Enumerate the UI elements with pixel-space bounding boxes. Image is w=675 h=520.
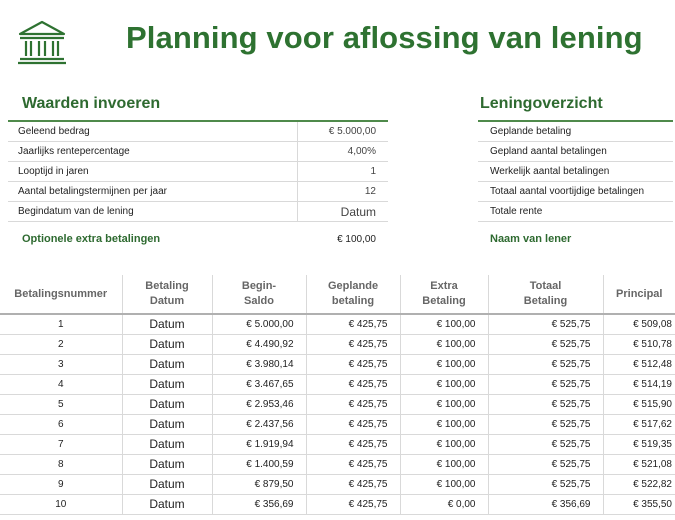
payment-number-cell: 3 (0, 354, 122, 374)
principal-cell: € 521,08 (603, 454, 675, 474)
begin-balance-cell: € 356,69 (212, 494, 306, 514)
table-row (0, 314, 675, 334)
overview-label: Werkelijk aantal betalingen (490, 166, 610, 177)
overview-row-scheduled-payment (478, 122, 673, 142)
extra-payment-cell[interactable]: € 100,00 (400, 374, 488, 394)
total-payment-cell: € 525,75 (488, 314, 603, 334)
input-row-start-date[interactable] (8, 202, 388, 222)
overview-row-total-interest (478, 202, 673, 222)
input-row-payments-per-year[interactable] (8, 182, 388, 202)
lender-name-label: Naam van lener (490, 233, 572, 245)
principal-cell: € 509,08 (603, 314, 675, 334)
total-payment-cell: € 356,69 (488, 494, 603, 514)
table-row (0, 454, 675, 474)
overview-row-early-payments (478, 182, 673, 202)
table-row (0, 394, 675, 414)
extra-payment-cell[interactable]: € 100,00 (400, 354, 488, 374)
term-years-value[interactable]: 1 (370, 166, 376, 177)
overview-row-actual-count (478, 162, 673, 182)
input-label: Aantal betalingstermijnen per jaar (8, 182, 298, 201)
begin-balance-cell: € 2.437,56 (212, 414, 306, 434)
input-row-term-years[interactable] (8, 162, 388, 182)
payment-date-cell[interactable]: Datum (122, 494, 212, 514)
planned-payment-cell: € 425,75 (306, 374, 400, 394)
begin-balance-cell: € 2.953,46 (212, 394, 306, 414)
begin-balance-cell: € 4.490,92 (212, 334, 306, 354)
extra-payment-cell[interactable]: € 0,00 (400, 494, 488, 514)
extra-payment-cell[interactable]: € 100,00 (400, 454, 488, 474)
input-label: Geleend bedrag (8, 122, 298, 141)
input-label: Begindatum van de lening (8, 202, 298, 221)
total-payment-cell: € 525,75 (488, 334, 603, 354)
col-header-begin-balance: Begin- Saldo (212, 275, 306, 314)
payment-number-cell: 8 (0, 454, 122, 474)
table-row (0, 434, 675, 454)
total-payment-cell: € 525,75 (488, 474, 603, 494)
principal-cell: € 517,62 (603, 414, 675, 434)
payment-number-cell: 7 (0, 434, 122, 454)
payment-number-cell: 4 (0, 374, 122, 394)
payment-date-cell[interactable]: Datum (122, 414, 212, 434)
extra-payment-cell[interactable]: € 100,00 (400, 414, 488, 434)
principal-cell: € 512,48 (603, 354, 675, 374)
extra-payment-cell[interactable]: € 100,00 (400, 334, 488, 354)
payment-date-cell[interactable]: Datum (122, 374, 212, 394)
payment-date-cell[interactable]: Datum (122, 314, 212, 334)
col-header-total-payment: Totaal Betaling (488, 275, 603, 314)
table-row (0, 414, 675, 434)
extra-payment-cell[interactable]: € 100,00 (400, 474, 488, 494)
total-payment-cell: € 525,75 (488, 394, 603, 414)
principal-cell: € 519,35 (603, 434, 675, 454)
overview-row-scheduled-count (478, 142, 673, 162)
table-row (0, 354, 675, 374)
total-payment-cell: € 525,75 (488, 374, 603, 394)
planned-payment-cell: € 425,75 (306, 414, 400, 434)
col-header-payment-number: Betalingsnummer (0, 275, 122, 314)
col-header-extra-payment: Extra Betaling (400, 275, 488, 314)
planned-payment-cell: € 425,75 (306, 314, 400, 334)
begin-balance-cell: € 1.919,94 (212, 434, 306, 454)
total-payment-cell: € 525,75 (488, 454, 603, 474)
total-payment-cell: € 525,75 (488, 434, 603, 454)
payments-per-year-value[interactable]: 12 (364, 186, 376, 197)
table-row (0, 374, 675, 394)
inputs-heading: Waarden invoeren (22, 95, 161, 112)
total-payment-cell: € 525,75 (488, 354, 603, 374)
principal-cell: € 355,50 (603, 494, 675, 514)
col-header-principal: Principal (603, 275, 675, 314)
overview-label: Gepland aantal betalingen (490, 146, 607, 157)
start-date-value[interactable]: Datum (340, 204, 376, 219)
begin-balance-cell: € 879,50 (212, 474, 306, 494)
payment-date-cell[interactable]: Datum (122, 394, 212, 414)
payment-date-cell[interactable]: Datum (122, 474, 212, 494)
payment-number-cell: 1 (0, 314, 122, 334)
interest-rate-value[interactable]: 4,00% (347, 146, 376, 157)
overview-label: Geplande betaling (490, 126, 572, 137)
payment-date-cell[interactable]: Datum (122, 334, 212, 354)
planned-payment-cell: € 425,75 (306, 434, 400, 454)
extra-payments-label: Optionele extra betalingen (22, 233, 161, 245)
payment-date-cell[interactable]: Datum (122, 454, 212, 474)
table-row (0, 474, 675, 494)
payment-date-cell[interactable]: Datum (122, 434, 212, 454)
payment-number-cell: 10 (0, 494, 122, 514)
payment-date-cell[interactable]: Datum (122, 354, 212, 374)
extra-payment-cell[interactable]: € 100,00 (400, 314, 488, 334)
begin-balance-cell: € 5.000,00 (212, 314, 306, 334)
begin-balance-cell: € 1.400,59 (212, 454, 306, 474)
col-header-planned-payment: Geplande betaling (306, 275, 400, 314)
planned-payment-cell: € 425,75 (306, 494, 400, 514)
overview-label: Totaal aantal voortijdige betalingen (490, 186, 644, 197)
planned-payment-cell: € 425,75 (306, 474, 400, 494)
payment-number-cell: 2 (0, 334, 122, 354)
input-row-interest-rate[interactable] (8, 142, 388, 162)
payment-number-cell: 6 (0, 414, 122, 434)
loan-amount-value[interactable]: € 5.000,00 (328, 126, 376, 137)
overview-label: Totale rente (490, 206, 543, 217)
principal-cell: € 522,82 (603, 474, 675, 494)
extra-payments-value[interactable]: € 100,00 (337, 234, 376, 245)
bank-building-icon (16, 19, 68, 67)
table-row (0, 494, 675, 514)
planned-payment-cell: € 425,75 (306, 334, 400, 354)
overview-heading: Leningoverzicht (480, 95, 603, 112)
input-label: Looptijd in jaren (8, 162, 298, 181)
table-row (0, 334, 675, 354)
extra-payment-cell[interactable]: € 100,00 (400, 434, 488, 454)
payment-number-cell: 5 (0, 394, 122, 414)
input-label: Jaarlijks rentepercentage (8, 142, 298, 161)
begin-balance-cell: € 3.980,14 (212, 354, 306, 374)
payment-schedule-table (0, 275, 675, 515)
planned-payment-cell: € 425,75 (306, 454, 400, 474)
planned-payment-cell: € 425,75 (306, 394, 400, 414)
page-title: Planning voor aflossing van lening (126, 20, 643, 55)
begin-balance-cell: € 3.467,65 (212, 374, 306, 394)
input-row-loan-amount[interactable] (8, 122, 388, 142)
principal-cell: € 514,19 (603, 374, 675, 394)
payment-number-cell: 9 (0, 474, 122, 494)
total-payment-cell: € 525,75 (488, 414, 603, 434)
principal-cell: € 510,78 (603, 334, 675, 354)
table-header-row (0, 275, 675, 314)
planned-payment-cell: € 425,75 (306, 354, 400, 374)
extra-payment-cell[interactable]: € 100,00 (400, 394, 488, 414)
col-header-payment-date: Betaling Datum (122, 275, 212, 314)
principal-cell: € 515,90 (603, 394, 675, 414)
